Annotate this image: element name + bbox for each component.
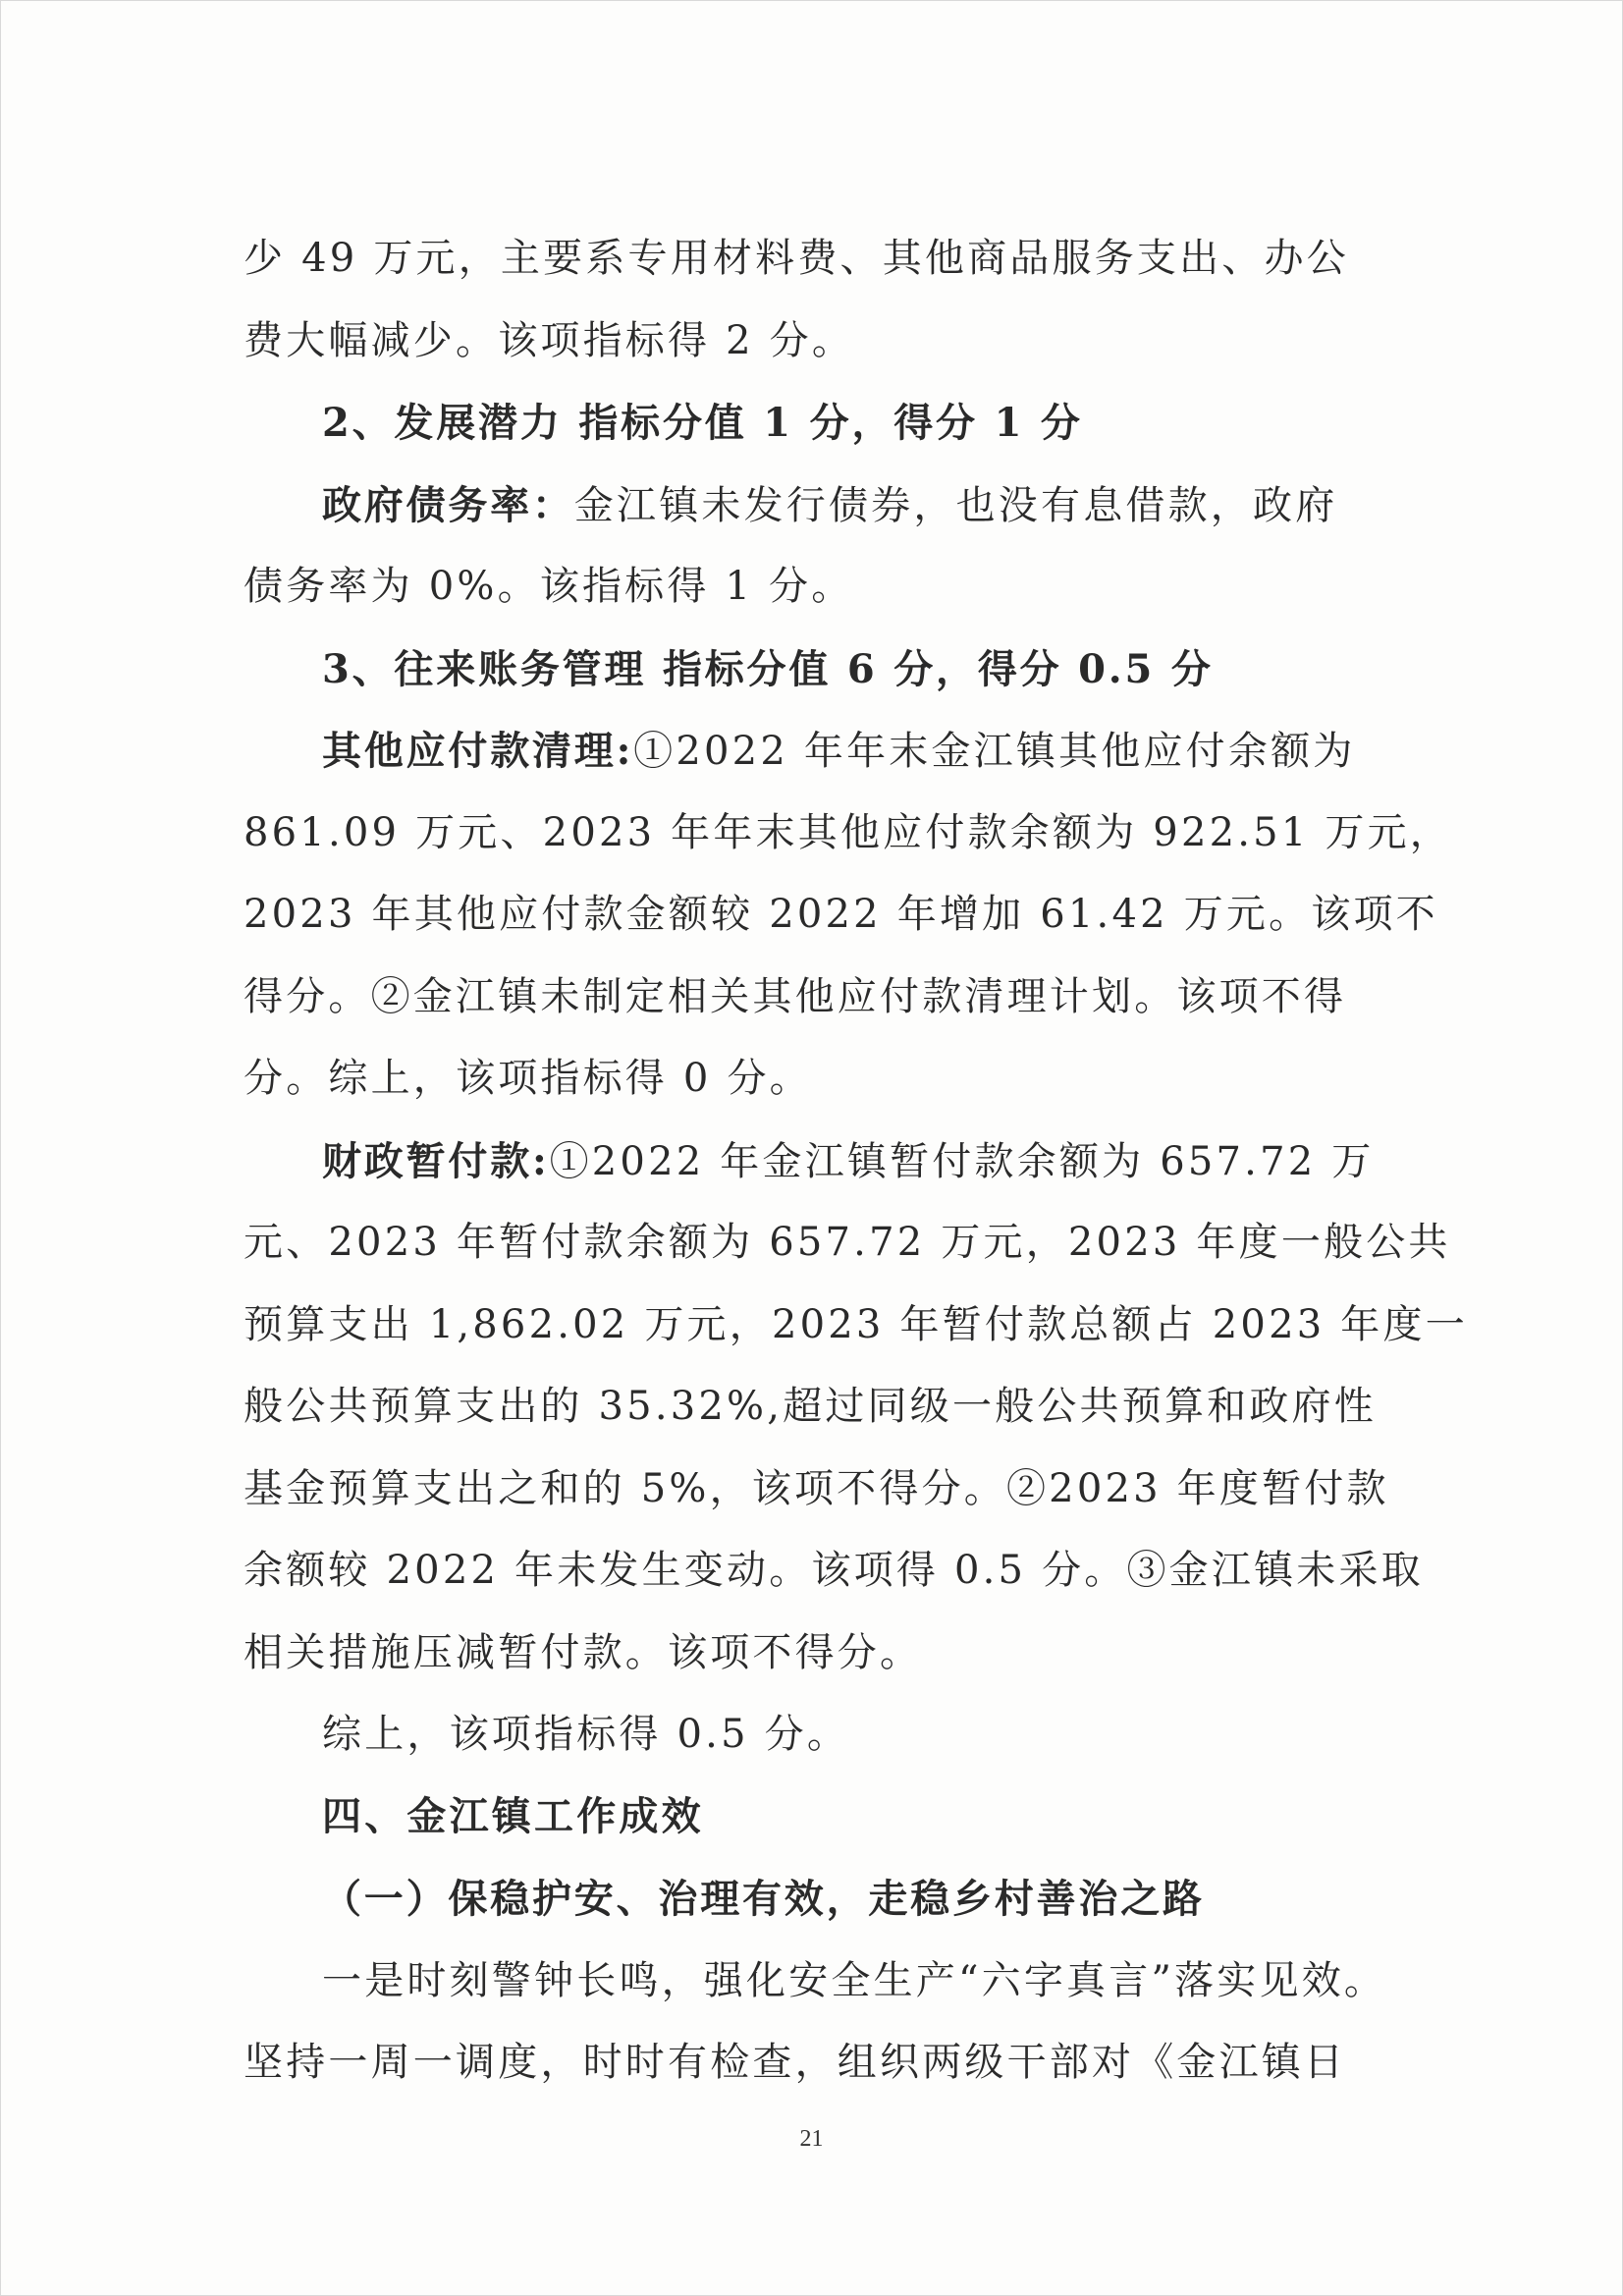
term-label: 政府债务率： (322, 481, 574, 528)
term-text: ①2022 年年末金江镇其他应付余额为 (633, 729, 1356, 774)
body-line: 坚持一周一调度，时时有检查，组织两级干部对《金江镇日 (243, 2040, 1347, 2085)
term-text: ①2022 年金江镇暂付款余额为 657.72 万 (549, 1138, 1375, 1184)
body-line: 费大幅减少。该项指标得 2 分。 (243, 317, 855, 363)
body-line: 2023 年其他应付款金额较 2022 年增加 61.42 万元。该项不 (243, 892, 1438, 937)
body-line: 元、2023 年暂付款余额为 657.72 万元，2023 年度一般公共 (243, 1220, 1451, 1265)
body-line: 一是时刻警钟长鸣，强化安全生产“六字真言”落实见效。 (322, 1957, 1387, 2003)
document-body (243, 218, 1468, 2105)
body-line: 861.09 万元、2023 年年末其他应付款余额为 922.51 万元， (243, 809, 1452, 855)
body-line-debt-ratio (243, 465, 1373, 547)
body-line: 得分。②金江镇未制定相关其他应付款清理计划。该项不得 (243, 973, 1347, 1019)
body-line: 般公共预算支出的 35.32%,超过同级一般公共预算和政府性 (243, 1384, 1377, 1429)
term-text: 金江镇未发行债券，也没有息借款，政府 (573, 482, 1338, 528)
body-line: 预算支出 1,862.02 万元，2023 年暂付款总额占 2023 年度一 (243, 1301, 1468, 1347)
section-heading-accounts-management: 3、往来账务管理 指标分值 6 分，得分 0.5 分 (322, 645, 1214, 692)
term-label: 财政暂付款: (322, 1137, 550, 1184)
body-line-other-payables (243, 710, 1373, 793)
term-label: 其他应付款清理: (322, 728, 634, 774)
chapter-heading: 四、金江镇工作成效 (322, 1793, 704, 1839)
section-heading-development-potential: 2、发展潜力 指标分值 1 分，得分 1 分 (322, 400, 1083, 446)
subsection-heading: （一）保稳护安、治理有效，走稳乡村善治之路 (322, 1876, 1205, 1922)
body-line: 分。综上，该项指标得 0 分。 (243, 1056, 812, 1101)
body-line: 余额较 2022 年未发生变动。该项得 0.5 分。③金江镇未采取 (243, 1548, 1424, 1593)
body-line: 债务率为 0%。该指标得 1 分。 (243, 564, 854, 609)
body-line-fiscal-advances (243, 1121, 1373, 1203)
body-line: 综上，该项指标得 0.5 分。 (322, 1712, 850, 1757)
body-line: 基金预算支出之和的 5%，该项不得分。②2023 年度暂付款 (243, 1465, 1389, 1511)
page-number: 21 (799, 2126, 824, 2152)
body-line: 少 49 万元，主要系专用材料费、其他商品服务支出、办公 (243, 236, 1349, 281)
body-line: 相关措施压减暂付款。该项不得分。 (243, 1629, 923, 1675)
